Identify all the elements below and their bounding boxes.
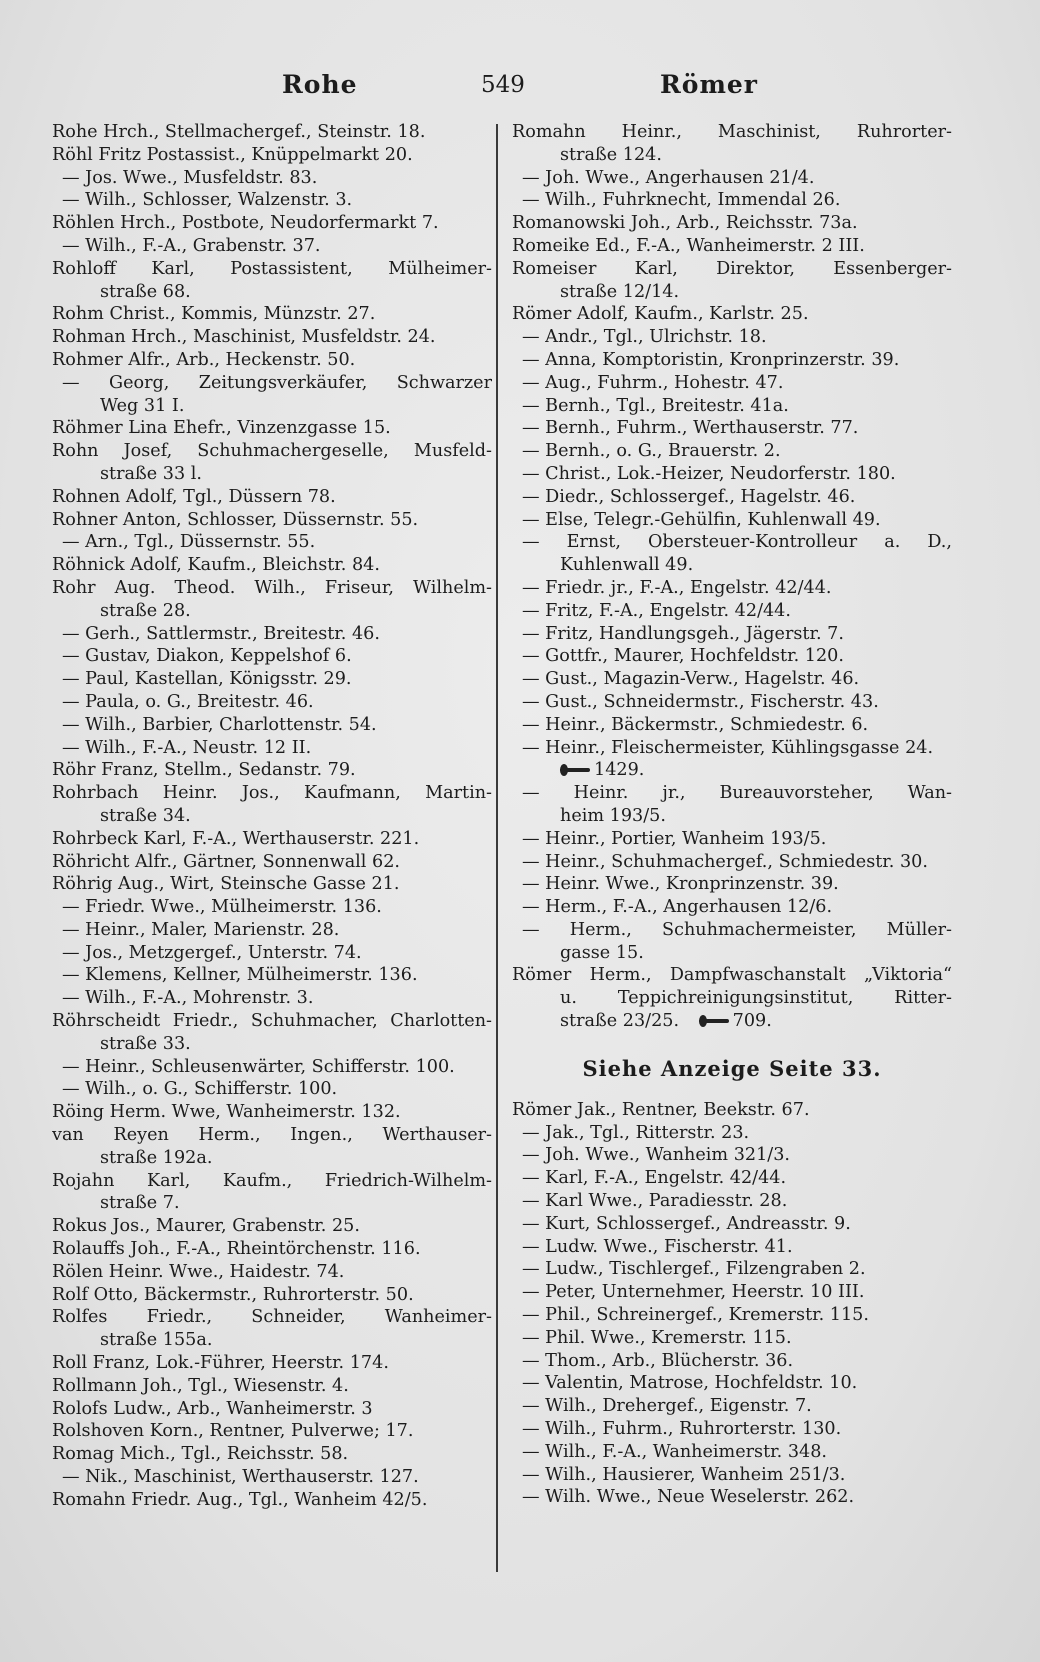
directory-entry-line: straße 28. [100, 600, 191, 621]
directory-entry-line: Rohmer Alfr., Arb., Heckenstr. 50. [52, 349, 356, 370]
header-left-keyword: Rohe [282, 70, 358, 99]
directory-entry-line: — Ernst, Obersteuer-Kontrolleur a. D., [522, 532, 952, 553]
directory-entry-line: — Peter, Unternehmer, Heerstr. 10 III. [522, 1282, 865, 1303]
directory-entry-line: Rohrbach Heinr. Jos., Kaufmann, Martin- [52, 783, 492, 804]
directory-entry-line: straße 23/25. 709. [560, 1011, 772, 1032]
directory-entry-line: — Herm., Schuhmachermeister, Müller- [522, 919, 952, 940]
directory-entry-line: — Friedr. Wwe., Mülheimerstr. 136. [62, 897, 382, 918]
directory-entry-line: Rolf Otto, Bäckermstr., Ruhrorterstr. 50. [52, 1284, 414, 1305]
directory-entry-line: — Wilh., F.-A., Wanheimerstr. 348. [522, 1441, 827, 1462]
directory-entry-line: — Joh. Wwe., Angerhausen 21/4. [522, 167, 815, 188]
directory-entry-line: Rohm Christ., Kommis, Münzstr. 27. [52, 304, 376, 325]
directory-entry-line: — Klemens, Kellner, Mülheimerstr. 136. [62, 965, 418, 986]
directory-entry-line: — Wilh. Wwe., Neue Weselerstr. 262. [522, 1487, 855, 1508]
directory-entry-line: Roll Franz, Lok.-Führer, Heerstr. 174. [52, 1353, 389, 1374]
directory-entry-line: — Heinr., Schuhmachergef., Schmiedestr. 30. [522, 851, 928, 872]
directory-entry-line: — Wilh., Fuhrknecht, Immendal 26. [522, 190, 841, 211]
directory-entry-line: Röhl Fritz Postassist., Knüppelmarkt 20. [52, 144, 413, 165]
directory-entry-line: — Wilh., F.-A., Neustr. 12 II. [62, 737, 312, 758]
directory-entry-line: Romahn Heinr., Maschinist, Ruhrorter- [512, 122, 952, 142]
directory-entry-line: Romag Mich., Tgl., Reichsstr. 58. [52, 1444, 349, 1465]
directory-entry-line: Romeiser Karl, Direktor, Essenberger- [512, 258, 952, 279]
directory-entry-line: — Heinr., Portier, Wanheim 193/5. [522, 828, 827, 849]
directory-entry-line: — Aug., Fuhrm., Hohestr. 47. [522, 372, 784, 393]
directory-entry-line: — Else, Telegr.-Gehülfin, Kuhlenwall 49. [522, 509, 881, 530]
directory-entry-line: — Jak., Tgl., Ritterstr. 23. [522, 1122, 750, 1143]
directory-entry-line: Rohe Hrch., Stellmachergef., Steinstr. 18. [52, 122, 426, 142]
directory-entry-line: — Heinr., Fleischermeister, Kühlingsgasse 24. [522, 737, 934, 758]
directory-entry-line: Röhricht Alfr., Gärtner, Sonnenwall 62. [52, 851, 401, 872]
directory-entry-line: — Heinr., Bäckermstr., Schmiedestr. 6. [522, 714, 869, 735]
directory-entry-line: 1429. [512, 759, 952, 782]
directory-entry-line: Rohn Josef, Schuhmachergeselle, Musfeld- [52, 441, 492, 462]
directory-entry-line: — Paul, Kastellan, Königsstr. 29. [62, 669, 352, 690]
directory-entry-line: Rolshoven Korn., Rentner, Pulverwe; 17. [52, 1421, 414, 1442]
directory-entry-line: gasse 15. [560, 942, 644, 963]
directory-entry-line: Röhnick Adolf, Kaufm., Bleichstr. 84. [52, 555, 380, 576]
directory-entry-line: Röhlen Hrch., Postbote, Neudorfermarkt 7. [52, 213, 439, 234]
advertisement-notice: Siehe Anzeige Seite 33. [582, 1055, 882, 1081]
directory-entry-line: Romeike Ed., F.-A., Wanheimerstr. 2 III. [512, 235, 865, 256]
directory-entry-line: — Andr., Tgl., Ulrichstr. 18. [522, 327, 767, 348]
directory-entry-line: — Friedr. jr., F.-A., Engelstr. 42/44. [522, 577, 832, 598]
directory-entry-line: van Reyen Herm., Ingen., Werthauser- [52, 1125, 492, 1146]
directory-entry-line: — Jos. Wwe., Musfeldstr. 83. [62, 167, 318, 188]
directory-entry-line: Römer Herm., Dampfwaschanstalt „Viktoria“ [512, 965, 952, 986]
directory-entry-line: — Ludw., Tischlergef., Filzengraben 2. [522, 1259, 866, 1280]
header-right-keyword: Römer [660, 70, 758, 99]
page-header [0, 70, 1040, 110]
directory-entry-line: Rohr Aug. Theod. Wilh., Friseur, Wilhelm- [52, 577, 492, 598]
directory-entry-line: Röhrig Aug., Wirt, Steinsche Gasse 21. [52, 874, 400, 895]
directory-entry-line: Rokus Jos., Maurer, Grabenstr. 25. [52, 1216, 360, 1237]
directory-entry-line: Kuhlenwall 49. [560, 555, 694, 576]
directory-entry-line: — Bernh., o. G., Brauerstr. 2. [522, 441, 781, 462]
directory-entry-line: — Wilh., Fuhrm., Ruhrorterstr. 130. [522, 1419, 842, 1440]
directory-entry-line: — Heinr., Schleusenwärter, Schifferstr. 100. [62, 1056, 455, 1077]
directory-entry-line: — Arn., Tgl., Düssernstr. 55. [62, 532, 316, 553]
directory-entry-line: Rohman Hrch., Maschinist, Musfeldstr. 24. [52, 327, 436, 348]
directory-entry-line: heim 193/5. [560, 805, 666, 826]
directory-entry-line: straße 192a. [100, 1147, 213, 1168]
directory-entry-line: — Jos., Metzgergef., Unterstr. 74. [62, 942, 362, 963]
directory-entry-line: — Wilh., Barbier, Charlottenstr. 54. [62, 714, 377, 735]
directory-entry-line: Rollmann Joh., Tgl., Wiesenstr. 4. [52, 1375, 349, 1396]
telephone-icon [560, 764, 590, 776]
directory-entry-line: straße 12/14. [560, 281, 680, 302]
directory-entry-line: — Phil. Wwe., Kremerstr. 115. [522, 1327, 792, 1348]
directory-entry-line: — Wilh., Hausierer, Wanheim 251/3. [522, 1464, 846, 1485]
directory-entry-line: — Gottfr., Maurer, Hochfeldstr. 120. [522, 646, 844, 667]
directory-entry-line: — Heinr., Maler, Marienstr. 28. [62, 919, 340, 940]
directory-entry-line: Weg 31 I. [100, 395, 185, 416]
directory-entry-line: Romanowski Joh., Arb., Reichsstr. 73a. [512, 213, 858, 234]
directory-entry-line: — Heinr. Wwe., Kronprinzenstr. 39. [522, 874, 839, 895]
directory-entry-line: Rohnen Adolf, Tgl., Düssern 78. [52, 486, 336, 507]
directory-entry-line: — Christ., Lok.-Heizer, Neudorferstr. 180. [522, 463, 896, 484]
directory-entry-line: — Anna, Komptoristin, Kronprinzerstr. 39. [522, 349, 900, 370]
right-column [512, 121, 952, 1509]
directory-entry-line: u. Teppichreinigungsinstitut, Ritter- [560, 988, 952, 1009]
directory-entry-line: Rolauffs Joh., F.-A., Rheintörchenstr. 116. [52, 1239, 421, 1260]
directory-entry-line: Röhrscheidt Friedr., Schuhmacher, Charlotten- [52, 1011, 492, 1032]
directory-entry-line: — Gust., Schneidermstr., Fischerstr. 43. [522, 691, 879, 712]
directory-entry-line: — Gustav, Diakon, Keppelshof 6. [62, 646, 352, 667]
directory-entry-line: — Georg, Zeitungsverkäufer, Schwarzer [62, 372, 492, 393]
directory-entry-line: — Wilh., Schlosser, Walzenstr. 3. [62, 190, 353, 211]
directory-entry-line: straße 33 l. [100, 463, 202, 484]
directory-entry-line: — Diedr., Schlossergef., Hagelstr. 46. [522, 486, 856, 507]
right-column-entries-bottom [512, 1099, 952, 1509]
directory-entry-line: straße 33. [100, 1033, 191, 1054]
directory-entry-line: Rolofs Ludw., Arb., Wanheimerstr. 3 [52, 1398, 373, 1419]
directory-entry-line: — Thom., Arb., Blücherstr. 36. [522, 1350, 794, 1371]
directory-entry-line: — Bernh., Tgl., Breitestr. 41a. [522, 395, 789, 416]
directory-entry-line: — Fritz, Handlungsgeh., Jägerstr. 7. [522, 623, 844, 644]
right-column-entries-top [512, 121, 952, 1033]
directory-entry-line: — Gust., Magazin-Verw., Hagelstr. 46. [522, 669, 860, 690]
directory-entry-line: — Wilh., F.-A., Grabenstr. 37. [62, 235, 321, 256]
directory-entry-line: Rojahn Karl, Kaufm., Friedrich-Wilhelm- [52, 1170, 492, 1191]
directory-entry-line: — Phil., Schreinergef., Kremerstr. 115. [522, 1305, 869, 1326]
directory-entry-line: — Gerh., Sattlermstr., Breitestr. 46. [62, 623, 380, 644]
directory-entry-line: Rohloff Karl, Postassistent, Mülheimer- [52, 258, 492, 279]
directory-entry-line: — Wilh., F.-A., Mohrenstr. 3. [62, 988, 314, 1009]
directory-entry-line: Rohrbeck Karl, F.-A., Werthauserstr. 221. [52, 828, 420, 849]
directory-entry-line: — Nik., Maschinist, Werthauserstr. 127. [62, 1467, 419, 1488]
directory-entry-line: straße 68. [100, 281, 191, 302]
directory-entry-line: — Wilh., Drehergef., Eigenstr. 7. [522, 1396, 812, 1417]
directory-entry-line: straße 34. [100, 805, 191, 826]
directory-entry-line: — Karl Wwe., Paradiesstr. 28. [522, 1191, 788, 1212]
directory-entry-line: straße 155a. [100, 1330, 213, 1351]
directory-entry-line: Römer Adolf, Kaufm., Karlstr. 25. [512, 304, 809, 325]
directory-entry-line: — Ludw. Wwe., Fischerstr. 41. [522, 1236, 793, 1257]
directory-entry-line: Röhmer Lina Ehefr., Vinzenzgasse 15. [52, 418, 391, 439]
column-divider [496, 124, 498, 1572]
directory-entry-line: — Karl, F.-A., Engelstr. 42/44. [522, 1168, 787, 1189]
directory-entry-line: — Wilh., o. G., Schifferstr. 100. [62, 1079, 338, 1100]
directory-entry-line: straße 7. [100, 1193, 180, 1214]
directory-entry-line: Rölen Heinr. Wwe., Haidestr. 74. [52, 1261, 345, 1282]
left-column [52, 121, 492, 1512]
directory-entry-line: Romahn Friedr. Aug., Tgl., Wanheim 42/5. [52, 1489, 428, 1510]
directory-entry-line: — Bernh., Fuhrm., Werthauserstr. 77. [522, 418, 859, 439]
directory-entry-line: — Valentin, Matrose, Hochfeldstr. 10. [522, 1373, 858, 1394]
directory-entry-line: — Herm., F.-A., Angerhausen 12/6. [522, 897, 833, 918]
directory-entry-line: Rolfes Friedr., Schneider, Wanheimer- [52, 1307, 492, 1328]
directory-entry-line: Rohner Anton, Schlosser, Düssernstr. 55. [52, 509, 419, 530]
directory-entry-line: — Heinr. jr., Bureauvorsteher, Wan- [522, 783, 952, 804]
page-number: 549 [481, 72, 525, 98]
directory-entry-line: Röing Herm. Wwe, Wanheimerstr. 132. [52, 1102, 401, 1123]
telephone-icon [699, 1015, 729, 1027]
directory-entry-line: — Paula, o. G., Breitestr. 46. [62, 691, 314, 712]
directory-entry-line: — Fritz, F.-A., Engelstr. 42/44. [522, 600, 791, 621]
directory-entry-line: Römer Jak., Rentner, Beekstr. 67. [512, 1099, 810, 1120]
directory-entry-line: — Kurt, Schlossergef., Andreasstr. 9. [522, 1213, 851, 1234]
directory-entry-line: Röhr Franz, Stellm., Sedanstr. 79. [52, 760, 356, 781]
directory-entry-line: — Joh. Wwe., Wanheim 321/3. [522, 1145, 790, 1166]
directory-entry-line: straße 124. [560, 144, 662, 165]
